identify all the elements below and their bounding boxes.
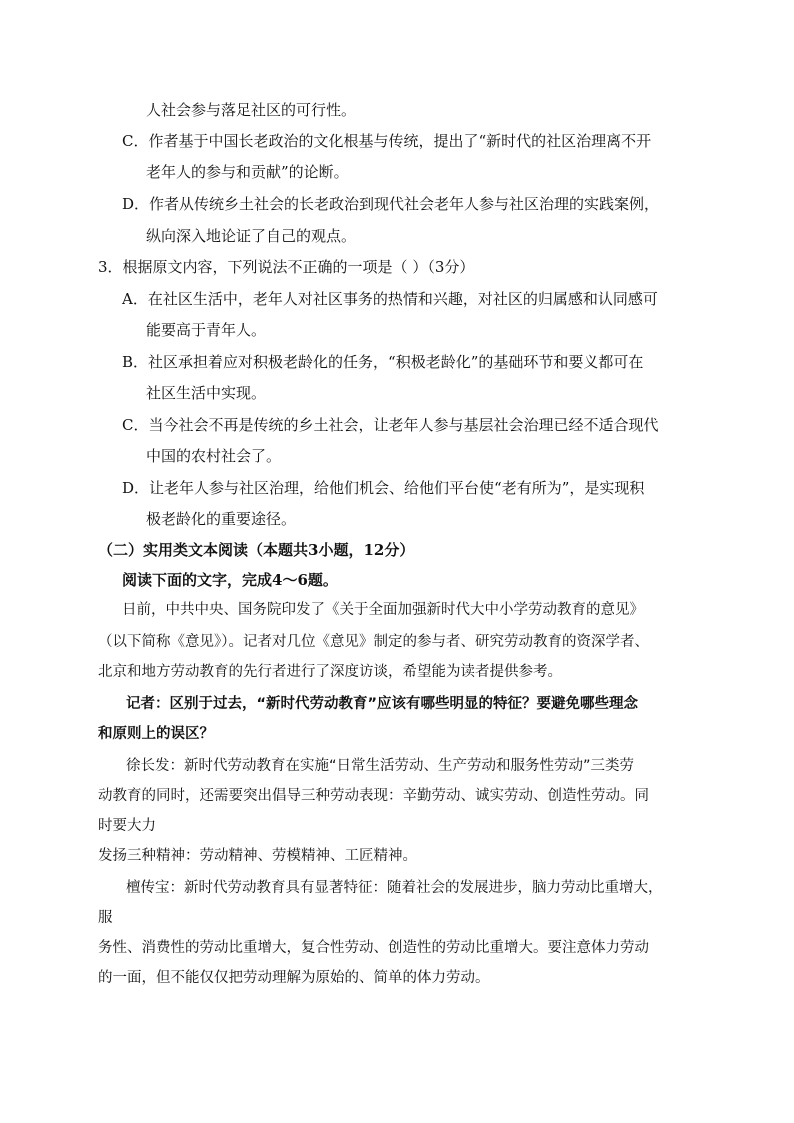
- tan-answer-line4: 的一面，但不能仅仅把劳动理解为原始的、简单的体力劳动。: [98, 970, 490, 986]
- q2-option-d-line1: D．作者从传统乡土社会的长老政治到现代社会老年人参与社区治理的实践案例，: [122, 195, 660, 213]
- q3-option-c-line1: C．当今社会不再是传统的乡土社会，让老年人参与基层社会治理已经不适合现代: [122, 416, 659, 434]
- article-p1-line3: 北京和地方劳动教育的先行者进行了深度访谈，希望能为读者提供参考。: [98, 664, 562, 680]
- article-p1-line2: （以下简称《意见》）。记者对几位《意见》制定的参与者、研究劳动教育的资深学者、: [98, 634, 649, 650]
- q3-option-d-line2: 极老龄化的重要途径。: [146, 510, 297, 528]
- q3-option-c-line2: 中国的农村社会了。: [146, 447, 282, 465]
- q2-option-c-line2: 老年人的参与和贡献”的论断。: [146, 163, 349, 181]
- q3-option-a-line1: A．在社区生活中，老年人对社区事务的热情和兴趣，对社区的归属感和认同感可: [122, 290, 658, 308]
- section-heading: （二）实用类文本阅读（本题共3小题，12分）: [98, 541, 415, 559]
- xu-answer-line4: 发扬三种精神：劳动精神、劳模精神、工匠精神。: [98, 848, 417, 864]
- q2-option-d-line2: 纵向深入地论证了自己的观点。: [146, 227, 357, 245]
- tan-answer-line3: 务性、消费性的劳动比重增大，复合性劳动、创造性的劳动比重增大。要注意体力劳动: [98, 940, 649, 956]
- tan-answer-line2: 服: [98, 910, 113, 926]
- xu-answer-line1: 徐长发：新时代劳动教育在实施“日常生活劳动、生产劳动和服务性劳动”三类劳: [126, 758, 635, 774]
- xu-answer-line3: 时要大力: [98, 818, 156, 834]
- q2-option-b-continuation: 人社会参与落足社区的可行性。: [146, 101, 357, 119]
- q3-option-b-line2: 社区生活中实现。: [146, 384, 267, 402]
- q3-option-a-line2: 能要高于青年人。: [146, 321, 267, 339]
- article-p1-line1: 日前，中共中央、国务院印发了《关于全面加强新时代大中小学劳动教育的意见》: [122, 602, 644, 618]
- reporter-question-line1: 记者：区别于过去，“新时代劳动教育”应该有哪些明显的特征？要避免哪些理念: [126, 696, 639, 712]
- q3-option-b-line1: B．社区承担着应对积极老龄化的任务，“积极老龄化”的基础环节和要义都可在: [122, 353, 644, 371]
- q3-option-d-line1: D．让老年人参与社区治理，给他们机会、给他们平台使“老有所为”，是实现积: [122, 479, 645, 497]
- q3-stem: 3．根据原文内容，下列说法不正确的一项是（ ）（3分）: [98, 258, 475, 276]
- tan-answer-line1: 檀传宝：新时代劳动教育具有显著特征：随着社会的发展进步，脑力劳动比重增大，: [126, 880, 663, 896]
- q2-option-c-line1: C．作者基于中国长老政治的文化根基与传统，提出了“新时代的社区治理离不开: [122, 132, 652, 150]
- xu-answer-line2: 动教育的同时，还需要突出倡导三种劳动表现：辛勤劳动、诚实劳动、创造性劳动。同: [98, 788, 649, 804]
- reporter-question-line2: 和原则上的误区？: [98, 726, 214, 742]
- section-instruction: 阅读下面的文字，完成4～6题。: [122, 571, 338, 589]
